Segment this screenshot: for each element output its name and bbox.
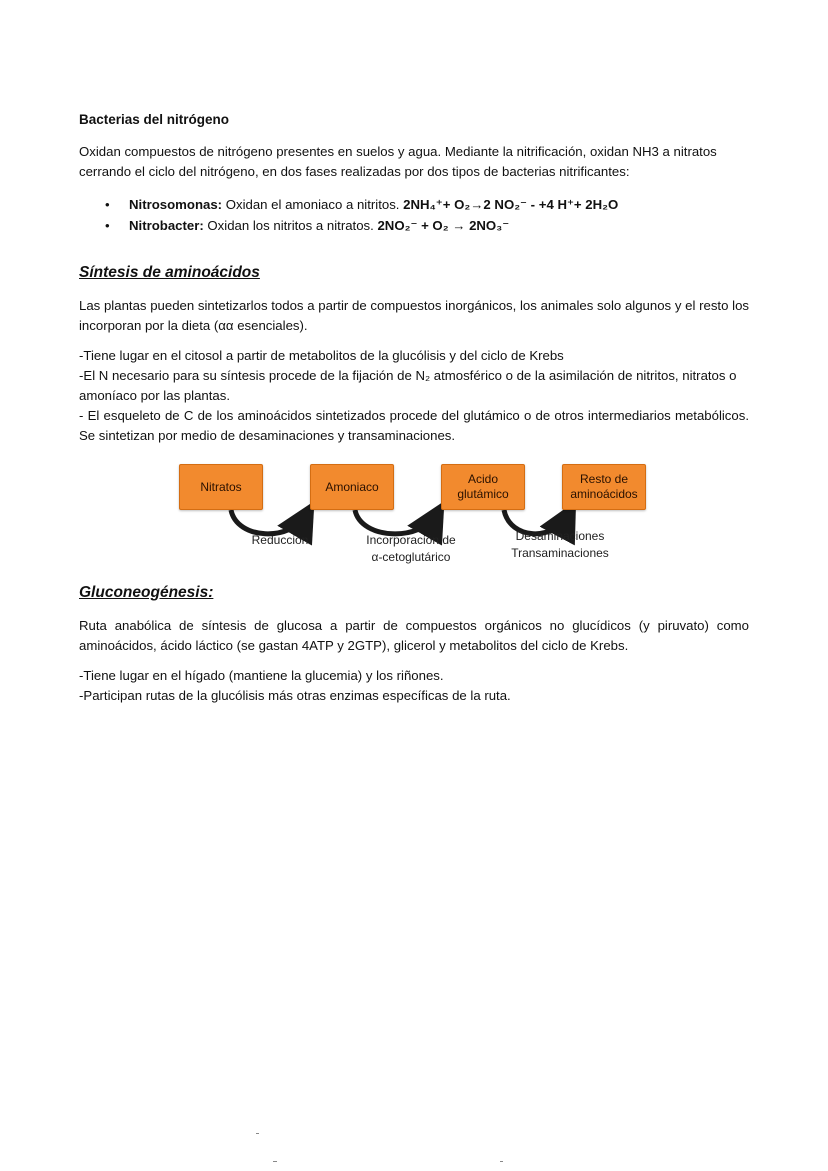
bacteria-name: Nitrobacter: bbox=[129, 218, 204, 233]
sintesis-line-2: -El N necesario para su síntesis procede de la fijación de N₂ atmosférico o de la asimilación de nitritos, nitratos o amoníaco por las plantas. bbox=[79, 368, 737, 403]
aminoacid-synthesis-diagram bbox=[79, 458, 749, 578]
box-acido-glutamico: Acido glutámico bbox=[441, 464, 525, 510]
sintesis-line-1: -Tiene lugar en el citosol a partir de metabolitos de la glucólisis y del ciclo de Krebs bbox=[79, 348, 564, 363]
list-item-nitrobacter bbox=[105, 215, 749, 236]
scan-artifact bbox=[256, 1133, 259, 1134]
box-amoniaco: Amoniaco bbox=[310, 464, 394, 510]
reaction-formula: 2NO₂⁻ + O₂ → 2NO₃⁻ bbox=[377, 218, 510, 233]
arrow-reduccion bbox=[231, 510, 307, 534]
sintesis-heading: Síntesis de aminoácidos bbox=[79, 264, 260, 281]
label-reduccion: Reducción bbox=[251, 533, 309, 547]
arrow-incorporacion bbox=[355, 510, 437, 534]
box-nitratos: Nitratos bbox=[179, 464, 263, 510]
reaction-formula: 2NH₄⁺+ O₂→2 NO₂⁻ - +4 H⁺+ 2H₂O bbox=[403, 197, 619, 212]
label-incorporacion-2: α-cetoglutárico bbox=[371, 550, 451, 564]
sintesis-intro: Las plantas pueden sintetizarlos todos a partir de compuestos inorgánicos, los animales solo algunos y el resto los incorporan por la dieta (αα esenciales). bbox=[79, 298, 749, 333]
bullet-icon: • bbox=[105, 197, 110, 212]
scan-artifact bbox=[500, 1161, 503, 1162]
label-incorporacion-1: Incorporación de bbox=[366, 533, 456, 547]
bacteria-name: Nitrosomonas: bbox=[129, 197, 223, 212]
label-desaminaciones: Desaminaciones bbox=[515, 529, 605, 543]
bacteria-text: Oxidan el amoniaco a nitritos. bbox=[222, 197, 404, 212]
bacterias-intro: Oxidan compuestos de nitrógeno presentes en suelos y agua. Mediante la nitrificación, oxidan NH3 a nitratos cerrando el ciclo del nitrógeno, en dos fases realizadas por dos tipos de bacterias nitrificantes: bbox=[79, 144, 717, 179]
document-page bbox=[79, 110, 749, 706]
sintesis-line-3: - El esqueleto de C de los aminoácidos sintetizados procede del glutámico o de otros intermediarios metabólicos. Se sintetizan por medio de desaminaciones y transaminaciones. bbox=[79, 408, 749, 443]
list-item-nitrosomonas bbox=[105, 194, 749, 215]
bacteria-text: Oxidan los nitritos a nitratos. bbox=[203, 218, 378, 233]
gluconeo-line-2: -Participan rutas de la glucólisis más otras enzimas específicas de la ruta. bbox=[79, 688, 511, 703]
bacterias-heading: Bacterias del nitrógeno bbox=[79, 112, 230, 127]
gluconeo-intro: Ruta anabólica de síntesis de glucosa a partir de compuestos orgánicos no glucídicos (y piruvato) como aminoácidos, ácido láctico (se gastan 4ATP y 2GTP), glicerol y metabolitos del ciclo de Krebs. bbox=[79, 618, 749, 653]
gluconeo-heading: Gluconeogénesis: bbox=[79, 584, 214, 601]
box-resto-aminoacidos: Resto de aminoácidos bbox=[562, 464, 646, 510]
gluconeo-line-1: -Tiene lugar en el hígado (mantiene la glucemia) y los riñones. bbox=[79, 668, 444, 683]
bullet-icon: • bbox=[105, 218, 110, 233]
scan-artifact bbox=[273, 1161, 277, 1162]
label-transaminaciones: Transaminaciones bbox=[511, 546, 609, 560]
bacterias-list bbox=[79, 194, 749, 236]
